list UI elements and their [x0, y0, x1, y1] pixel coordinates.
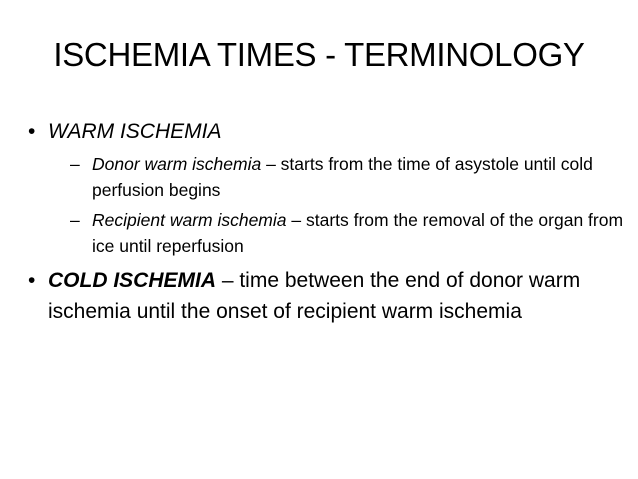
sub-bullet-donor-warm-ischemia	[24, 151, 624, 203]
bullet-cold-ischemia	[24, 265, 624, 327]
slide-content	[24, 116, 624, 327]
sub-bullet-donor-text: – starts from the time of asystole until cold perfusion begins	[92, 154, 593, 200]
sub-bullet-marker: –	[70, 210, 80, 230]
bullet-cold-ischemia-text: – time between the end of donor warm ischemia until the onset of recipient warm ischemia	[48, 269, 581, 323]
slide-title: ISCHEMIA TIMES - TERMINOLOGY	[53, 36, 585, 73]
bullet-marker: •	[28, 269, 36, 292]
sub-bullet-recipient-text: – starts from the removal of the organ from ice until reperfusion	[92, 210, 624, 256]
bullet-warm-ischemia-heading: WARM ISCHEMIA	[48, 120, 222, 143]
sub-bullet-recipient-warm-ischemia	[24, 207, 624, 259]
sub-bullet-recipient-heading: Recipient warm ischemia	[92, 210, 287, 230]
sub-bullet-donor-heading: Donor warm ischemia	[92, 154, 262, 174]
bullet-marker: •	[28, 120, 36, 143]
bullet-warm-ischemia	[24, 116, 624, 147]
bullet-cold-ischemia-heading: COLD ISCHEMIA	[48, 269, 216, 292]
sub-bullet-marker: –	[70, 154, 80, 174]
